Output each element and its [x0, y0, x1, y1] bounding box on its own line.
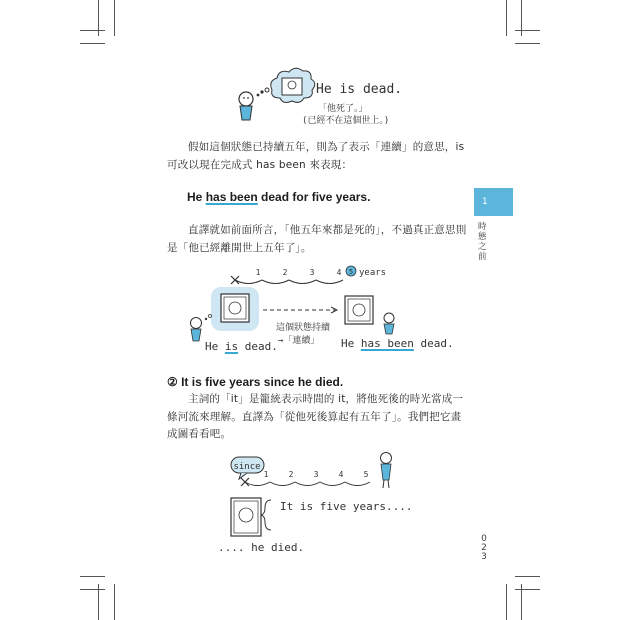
left-portrait-icon [221, 294, 249, 322]
caption-dead: dead. [413, 337, 454, 350]
timeline-arc [295, 482, 320, 486]
diagram2-he-died: .... he died. [218, 541, 305, 554]
left-person [191, 318, 202, 342]
caption-he: He [205, 340, 225, 353]
section-2-heading: ② It is five years since he died. [167, 375, 344, 389]
since-label: since [233, 462, 261, 472]
caption-dead: dead. [238, 340, 278, 353]
paragraph-2: 直譯就如前面所言，「他五年來都是死的」，不過真正意思則是「他已經離開世上五年了」。 [167, 224, 467, 254]
timeline-arc [270, 482, 295, 486]
crop-mark [515, 589, 540, 590]
timeline-ticks [264, 470, 369, 479]
crop-mark [515, 30, 540, 31]
crop-mark [515, 576, 540, 577]
example-before: He [187, 190, 206, 204]
page-number-digit: 2 [481, 543, 487, 553]
timeline-tick-label: 1 [263, 470, 269, 479]
end-number: 5 [348, 268, 354, 276]
timeline-arc [289, 280, 316, 284]
timeline-arc [345, 482, 370, 486]
crop-mark [506, 0, 507, 36]
coffin-icon [282, 78, 302, 95]
diagram2-sentence: It is five years.... [280, 500, 413, 513]
crop-mark [521, 584, 522, 620]
timeline-tick-label: 3 [309, 268, 315, 277]
crop-mark [80, 589, 105, 590]
chapter-tab [474, 188, 513, 216]
example-highlight: has been [205, 190, 258, 204]
crop-mark [114, 584, 115, 620]
start-cross-icon [231, 276, 239, 284]
chapter-title-char: 時 [478, 222, 487, 232]
end-label: years [359, 268, 387, 278]
caption-is: is [224, 340, 239, 353]
page-number-digit: 0 [481, 534, 487, 544]
timeline-arc [316, 280, 343, 284]
chapter-number: 1 [482, 197, 488, 207]
example-after: dead for five years. [257, 190, 371, 204]
crop-mark [114, 0, 115, 36]
paragraph-1: 假如這個狀態已持續五年，則為了表示「連續」的意思，is 可改以現在完成式 has been 來表現： [167, 141, 465, 171]
start-cross-icon [241, 478, 249, 486]
bracket [261, 500, 271, 530]
page-number [479, 535, 489, 562]
speech-zh-1: 「他死了。」 [318, 104, 368, 114]
crop-mark [80, 576, 105, 577]
chapter-title-char: 態 [478, 232, 487, 242]
timeline-arc [235, 280, 262, 284]
diagram1-middle-line-1: 這個狀態持續 [276, 323, 331, 333]
paragraph-3: 主詞的「it」是籠統表示時間的 it，將他死後的時光當成一條河流來理解。直譯為「從他死後算起有五年了」。我們把它畫成圖看看吧。 [167, 393, 464, 440]
page-number-digit: 3 [481, 552, 487, 562]
timeline-arc [320, 482, 345, 486]
crop-mark [521, 0, 522, 36]
right-person [384, 313, 394, 334]
right-portrait-icon [345, 296, 373, 324]
crop-mark [80, 30, 105, 31]
example-sentence [187, 190, 370, 204]
timeline-tick-label: 2 [288, 470, 294, 479]
timeline-tick-label: 1 [255, 268, 261, 277]
caption-he: He [341, 337, 361, 350]
diagram1-middle-line-2: →「連續」 [278, 336, 320, 346]
speech-zh-2: (已經不在這個世上。) [302, 116, 390, 126]
timeline-arcs [235, 280, 343, 284]
chapter-title-vertical [478, 222, 488, 262]
stick-person [239, 92, 253, 120]
crop-mark [98, 0, 99, 36]
crop-mark [98, 584, 99, 620]
timeline-arc [262, 280, 289, 284]
timeline-tick-label: 5 [363, 470, 369, 479]
diagram1-left-caption [205, 340, 278, 353]
chapter-title-char: 前 [478, 252, 487, 262]
crop-mark [515, 43, 540, 44]
timeline-tick-label: 4 [338, 470, 344, 479]
diagram1-right-caption [341, 337, 454, 350]
speech-en: He is dead. [316, 82, 403, 97]
timeline-ticks [256, 268, 342, 277]
crop-mark [506, 584, 507, 620]
crop-mark [80, 43, 105, 44]
chapter-title-char: 之 [478, 242, 487, 252]
timeline-tick-label: 2 [282, 268, 288, 277]
caption-has-been: has been [360, 337, 414, 350]
timeline-arcs [245, 482, 370, 486]
timeline-tick-label: 3 [313, 470, 319, 479]
portrait-icon [231, 498, 261, 536]
standing-person [381, 453, 392, 489]
timeline-tick-label: 4 [336, 268, 342, 277]
